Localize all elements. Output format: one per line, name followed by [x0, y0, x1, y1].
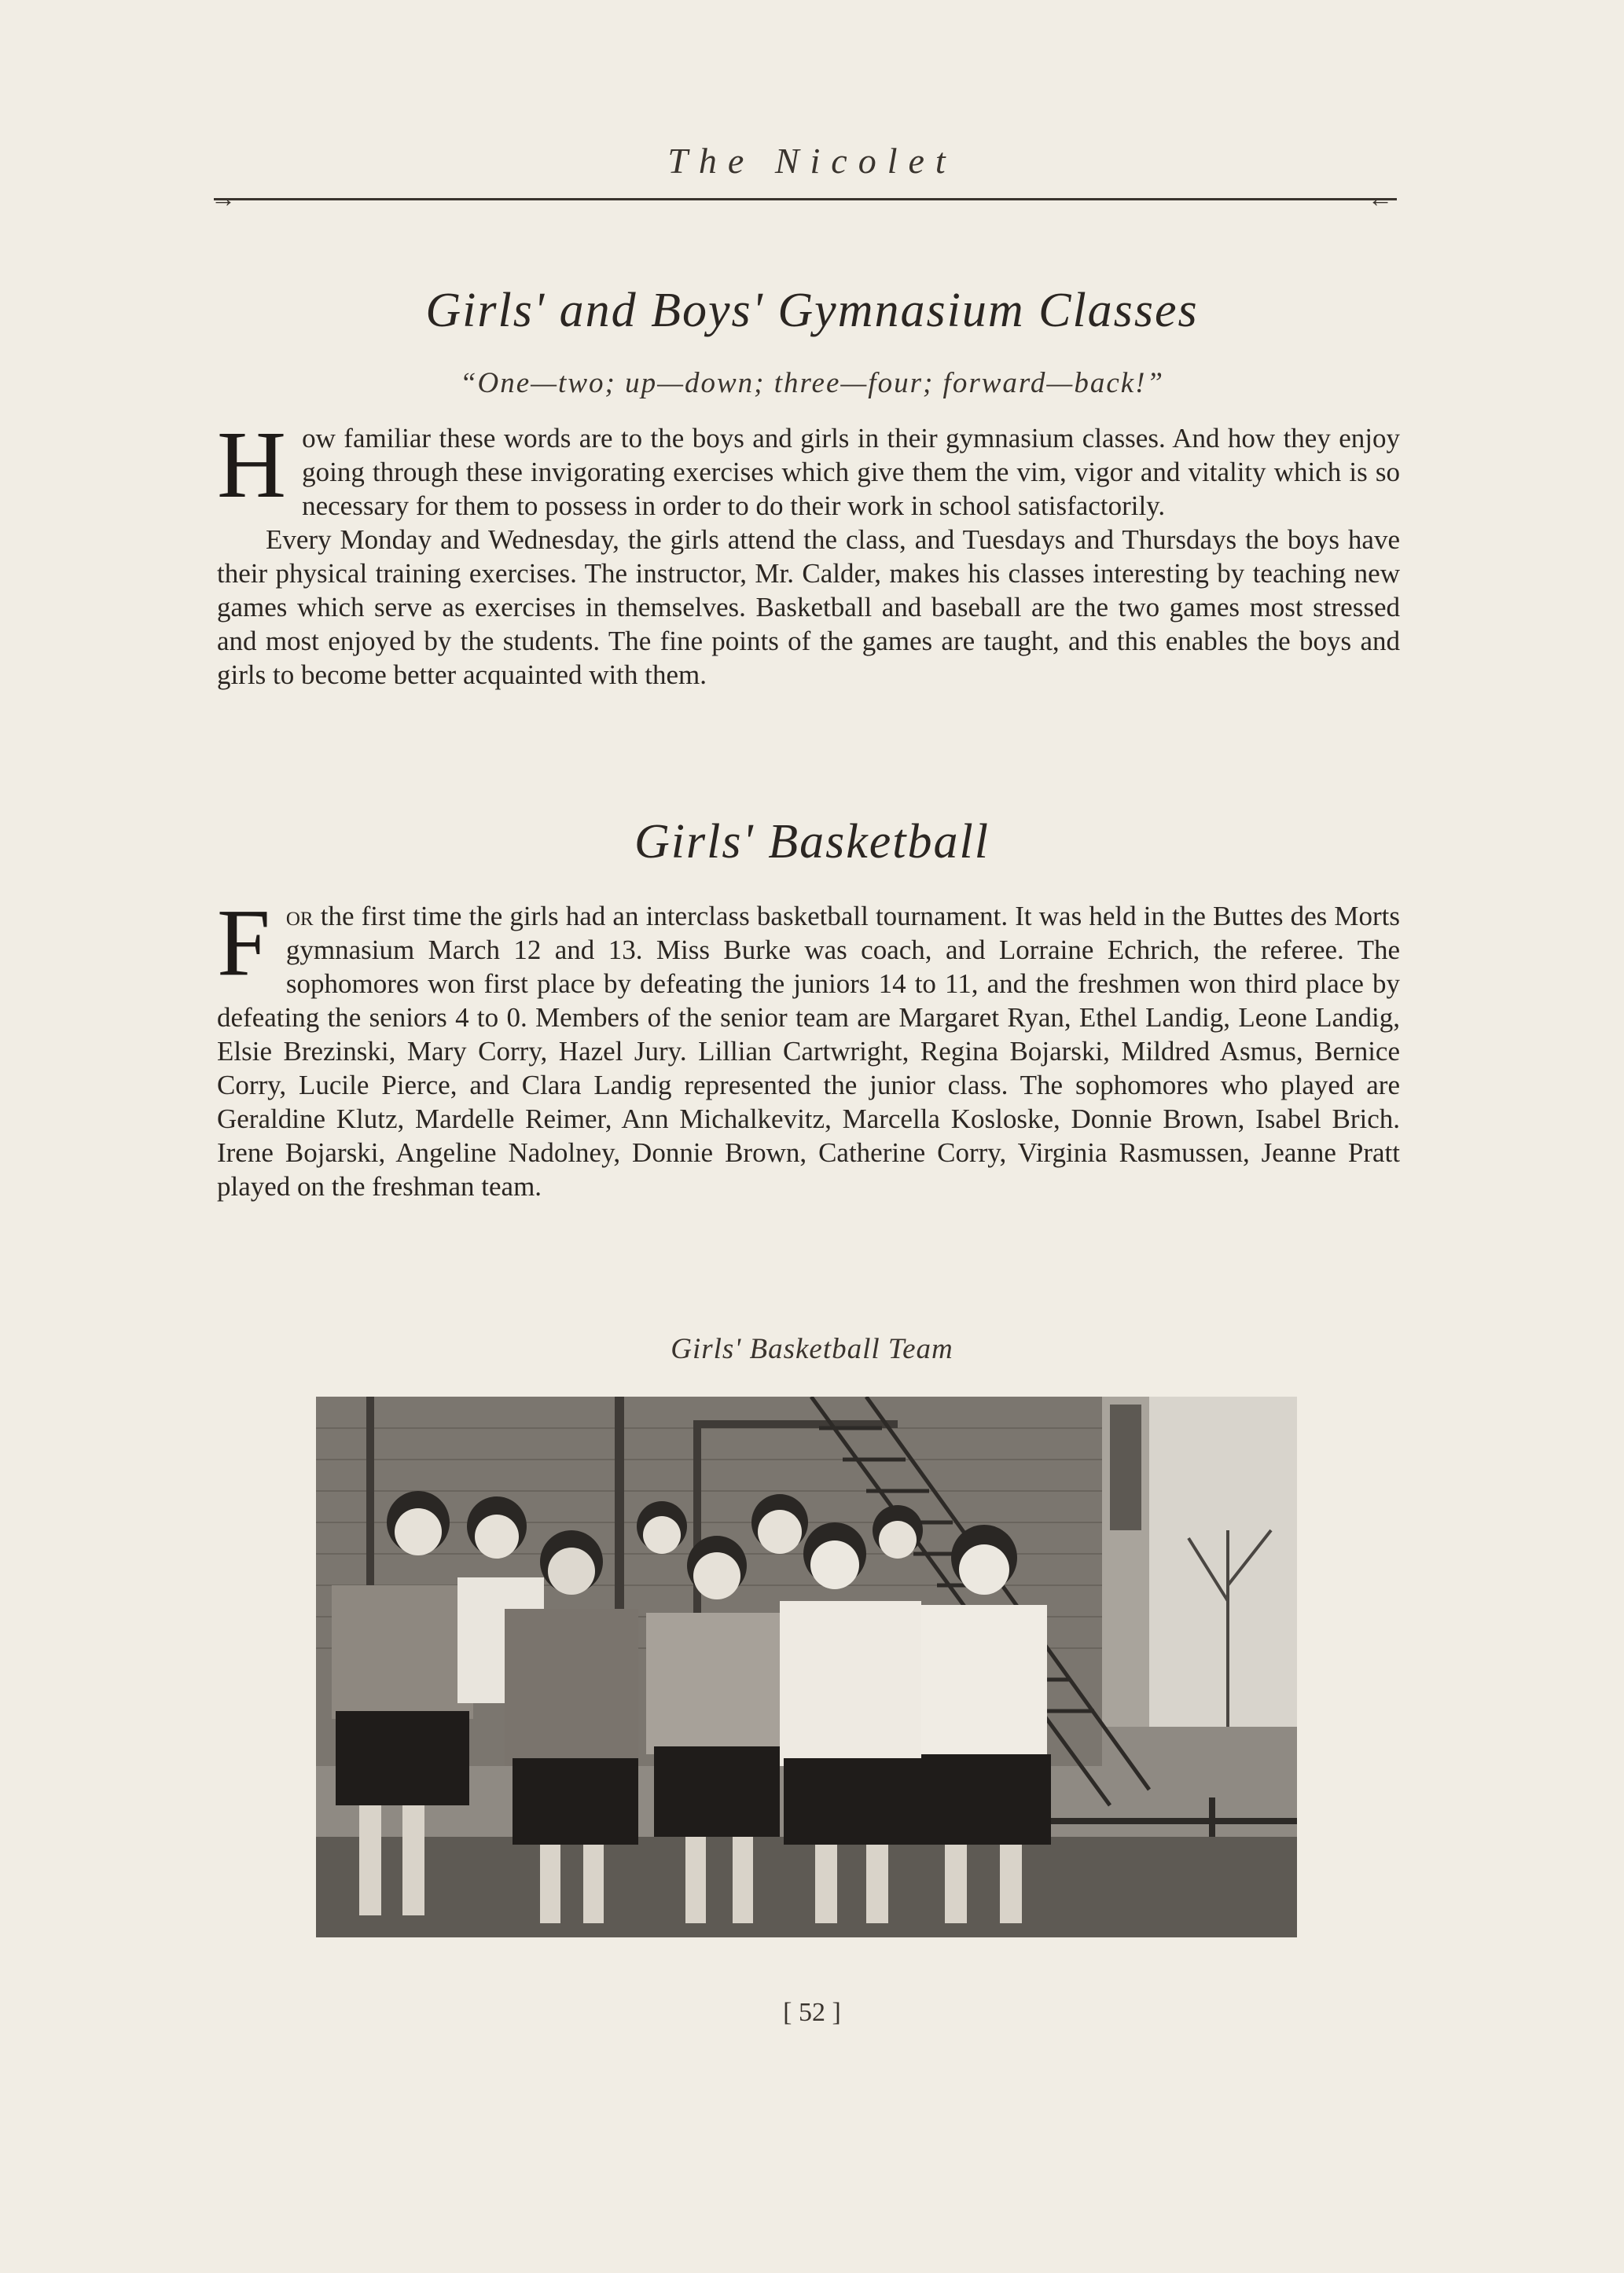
- dropcap-f: F: [217, 890, 270, 996]
- page-number: [ 52 ]: [783, 1998, 841, 2027]
- rule-ornament-right-icon: ←: [1368, 184, 1393, 212]
- team-photo: [316, 1397, 1297, 1937]
- photo-caption: Girls' Basketball Team: [671, 1333, 953, 1365]
- rule-ornament-left-icon: →: [211, 184, 236, 212]
- header-rule: [214, 198, 1397, 200]
- gym-paragraph-1-text: ow familiar these words are to the boys and girls in their gymnasium classes. And how they enjoy going through these invigorating exercises which give them the vim, vigor and vitality which is so necessary for them to possess in order to do their work in school satisfactorily.: [302, 423, 1400, 521]
- gym-paragraph-2: Every Monday and Wednesday, the girls attend the class, and Tuesdays and Thursdays the boys have their physical training exercises. The instructor, Mr. Calder, makes his classes interesting by teaching new games which serve as exercises in themselves. Basketball and baseball are the two games most stressed and most enjoyed by the students. The fine points of the games are taught, and this enables the boys and girls to become better acquainted with them.: [217, 524, 1400, 690]
- running-head: The Nicolet: [667, 141, 957, 181]
- dropcap-h: H: [217, 412, 287, 518]
- gym-motto: “One—two; up—down; three—four; forward—back!”: [459, 367, 1165, 399]
- basketball-body: [217, 890, 1400, 1203]
- basketball-paragraph-lead: or: [285, 901, 314, 931]
- basketball-paragraph: [217, 890, 1400, 1203]
- gym-section-title: Girls' and Boys' Gymnasium Classes: [425, 284, 1199, 337]
- basketball-section-title: Girls' Basketball: [634, 815, 990, 868]
- gym-paragraph-1: [217, 412, 1400, 523]
- basketball-paragraph-text: the first time the girls had an interclass basketball tournament. It was held in the Buttes des Morts gymnasium March 12 and 13. Miss Burke was coach, and Lorraine Echrich, the referee. The sophomores won first place by defeating the juniors 14 to 11, and the freshmen won third place by defeating the seniors 4 to 0. Members of the senior team are Margaret Ryan, Ethel Landig, Leone Landig, Elsie Brezinski, Mary Corry, Hazel Jury. Lillian Cartwright, Regina Bojarski, Mildred Asmus, Bernice Corry, Lucile Pierce, and Clara Landig represented the junior class. The sophomores who played are Geraldine Klutz, Mardelle Reimer, Ann Michalkevitz, Marcella Kosloske, Donnie Brown, Isabel Brich. Irene Bojarski, Angeline Nadolney, Donnie Brown, Catherine Corry, Virginia Rasmussen, Jeanne Pratt played on the freshman team.: [217, 901, 1400, 1202]
- gym-body: [217, 412, 1400, 692]
